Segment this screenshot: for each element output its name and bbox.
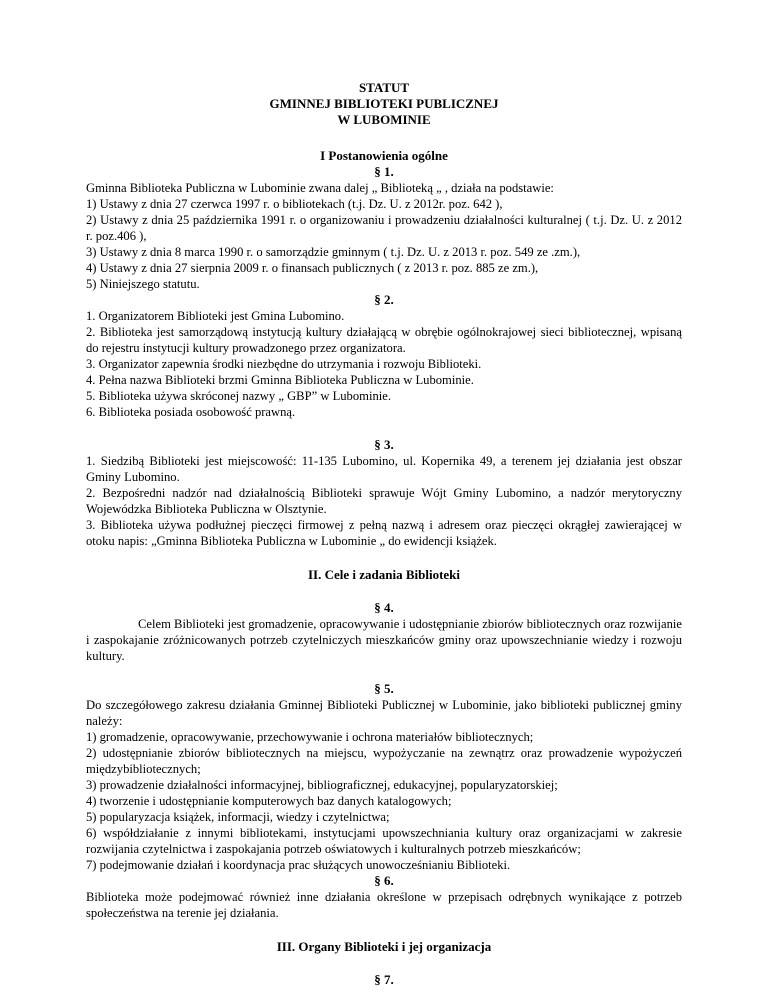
text-line: 1) gromadzenie, opracowywanie, przechowywanie i ochrona materiałów bibliotecznych; [86,730,534,744]
text-line: 5) popularyzacja książek, informacji, wiedzy i czytelnictwa; [86,810,390,824]
paragraph-4-body: Celem Biblioteki jest gromadzenie, opracowywanie i udostępnianie zbiorów bibliotecznych oraz rozwijanie i zaspokajanie zróżnicowanych potrzeb czytelniczych mieszkańców gminy oraz upowszechnianie wiedzy i rozwoju kultury. [86,617,682,663]
text-line: 1. Siedzibą Biblioteki jest miejscowość: 11-135 Lubomino, ul. Kopernika 49, a terenem jej działania jest obszar Gminy Lubomino. [86,454,682,484]
section-heading-3: III. Organy Biblioteki i jej organizacja [276,939,492,954]
text-line: 3. Biblioteka używa podłużnej pieczęci firmowej z pełną nazwą i adresem oraz pieczęci okrągłej zawierającej w otoku napis: „Gminna Biblioteka Publiczna w Lubominie „ do ewidencji książek. [86,518,682,548]
paragraph-1-body [86,180,682,292]
text-line: 4) Ustawy z dnia 27 sierpnia 2009 r. o finansach publicznych ( z 2013 r. poz. 885 ze zm.), [86,261,539,275]
section-heading-1: I Postanowienia ogólne [320,148,448,163]
paragraph-label-3: § 3. [374,437,394,452]
paragraph-label-4: § 4. [374,600,394,615]
text-line: 3) prowadzenie działalności informacyjnej, bibliograficznej, edukacyjnej, popularyzatorskiej; [86,778,558,792]
paragraph-label-5: § 5. [374,681,394,696]
text-line: 7) podejmowanie działań i koordynacja prac służących unowocześnianiu Biblioteki. [86,858,511,872]
text-line: 2. Biblioteka jest samorządową instytucją kultury działającą w obrębie ogólnokrajowej sieci bibliotecznej, wpisaną do rejestru instytucji kultury prowadzonego przez organizatora. [86,325,682,355]
text-line: 2. Bezpośredni nadzór nad działalnością Biblioteki sprawuje Wójt Gminy Lubomino, a nadzór merytoryczny Wojewódzka Biblioteka Publiczna w Olsztynie. [86,486,682,516]
text-line: 2) udostępnianie zbiorów bibliotecznych na miejscu, wypożyczanie na zewnątrz oraz prowadzenie wypożyczeń międzybibliotecznych; [86,746,682,776]
text-line: Do szczegółowego zakresu działania Gminnej Biblioteki Publicznej w Lubominie, jako biblioteki publicznej gminy należy: [86,698,682,728]
title-line: STATUT [358,80,410,95]
title-line: W LUBOMINIE [337,112,431,127]
paragraph-label-1: § 1. [374,164,394,179]
paragraph-5-body [86,697,682,873]
section-heading-2: II. Cele i zadania Biblioteki [307,567,461,582]
paragraph-3-body [86,453,682,549]
text-line: 6) współdziałanie z innymi bibliotekami, instytucjami upowszechniania kultury oraz organizacjami w zakresie rozwijania czytelnictwa i zaspokajania potrzeb oświatowych i kulturalnych potrzeb mieszkańców; [86,826,682,856]
title-line: GMINNEJ BIBLIOTEKI PUBLICZNEJ [269,96,499,111]
text-line: 3) Ustawy z dnia 8 marca 1990 r. o samorządzie gminnym ( t.j. Dz. U. z 2013 r. poz. 549 ze .zm.), [86,245,581,259]
text-line: 4. Pełna nazwa Biblioteki brzmi Gminna Biblioteka Publiczna w Lubominie. [86,373,474,387]
paragraph-2-body [86,308,682,420]
text-line: Gminna Biblioteka Publiczna w Lubominie zwana dalej „ Biblioteką „ , działa na podstawie: [86,181,554,195]
text-line: 1) Ustawy z dnia 27 czerwca 1997 r. o bibliotekach (t.j. Dz. U. z 2012r. poz. 642 ), [86,197,503,211]
document-title [86,80,682,128]
paragraph-label-6: § 6. [374,873,394,888]
text-line: 2) Ustawy z dnia 25 października 1991 r. o organizowaniu i prowadzeniu działalności kulturalnej ( t.j. Dz. U. z 2012 r. poz.406 ), [86,213,682,243]
text-line: 4) tworzenie i udostępnianie komputerowych baz danych katalogowych; [86,794,452,808]
text-line: 6. Biblioteka posiada osobowość prawną. [86,405,296,419]
paragraph-label-2: § 2. [374,292,394,307]
text-line: 5) Niniejszego statutu. [86,277,200,291]
paragraph-6-body: Biblioteka może podejmować również inne działania określone w przepisach odrębnych wynikające z potrzeb społeczeństwa na terenie jej działania. [86,890,682,920]
text-line: 5. Biblioteka używa skróconej nazwy „ GBP” w Lubominie. [86,389,391,403]
text-line: 1. Organizatorem Biblioteki jest Gmina Lubomino. [86,309,345,323]
text-line: 3. Organizator zapewnia środki niezbędne do utrzymania i rozwoju Biblioteki. [86,357,482,371]
paragraph-label-7: § 7. [374,972,394,987]
